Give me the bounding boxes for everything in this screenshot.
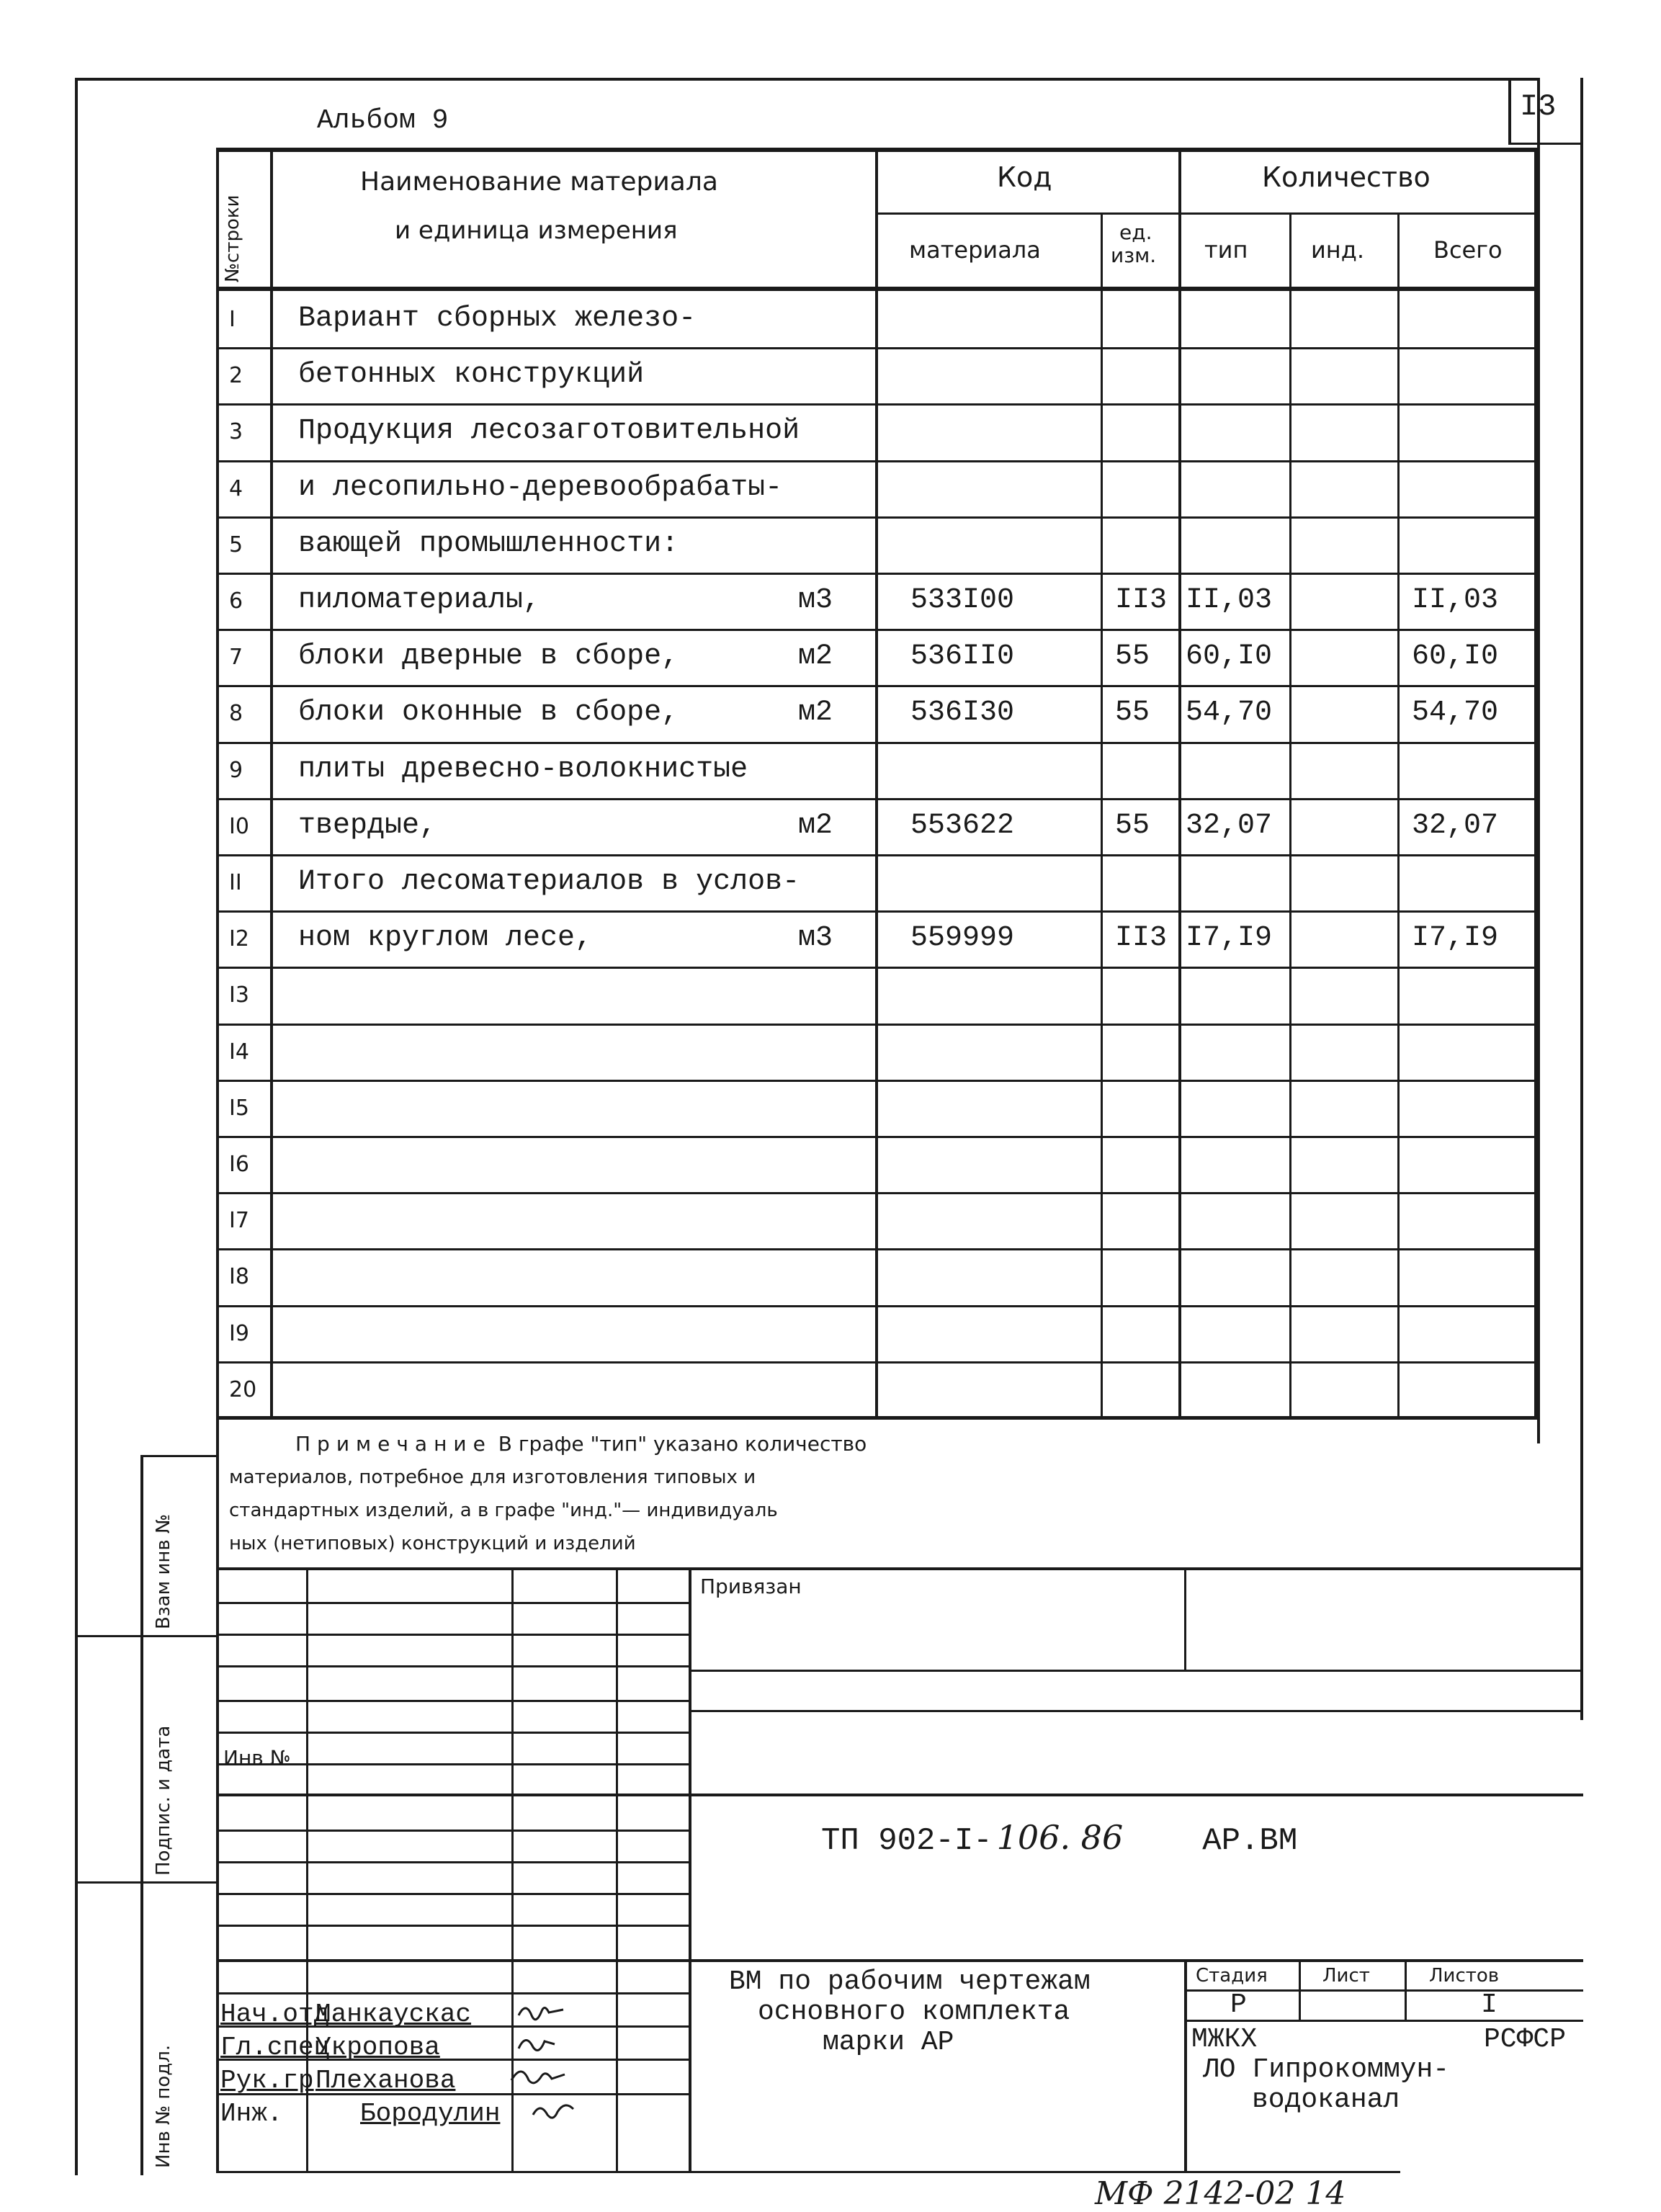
- staff-role-2: Гл.спец: [220, 2033, 330, 2062]
- staff-role-4: Инж.: [220, 2099, 283, 2128]
- qty-type: 32,07: [1186, 810, 1273, 842]
- row-number: I7: [229, 1208, 249, 1233]
- qty-total: II,03: [1412, 584, 1499, 617]
- name-header-line1: Наименование материала: [360, 167, 718, 197]
- ind-header: инд.: [1311, 236, 1365, 264]
- material-name: и лесопильно-деревообрабаты-: [298, 472, 783, 504]
- note-label: Примечание: [295, 1432, 492, 1456]
- row-number: 3: [229, 419, 243, 444]
- note-line4: ных (нетиповых) конструкций и изделий: [229, 1533, 636, 1554]
- unit: м3: [798, 584, 833, 617]
- stage-value: Р: [1230, 1989, 1247, 2020]
- designation-handwritten: 106. 86: [996, 1818, 1124, 1857]
- row-number: I2: [229, 926, 249, 951]
- qty-type: I7,I9: [1186, 922, 1273, 954]
- staff-role-3: Рук.гр: [220, 2066, 314, 2095]
- inv-podl-label: Инв № подл.: [153, 2044, 174, 2168]
- album-label: Альбом 9: [317, 105, 449, 136]
- unit: м2: [798, 640, 833, 673]
- material-code: 553622: [910, 810, 1015, 842]
- material-name: блоки оконные в сборе,: [298, 697, 679, 729]
- material-code: 536I30: [910, 697, 1015, 729]
- code-header: Код: [997, 161, 1052, 193]
- qty-type: 54,70: [1186, 697, 1273, 729]
- name-header-line2: и единица измерения: [395, 216, 678, 245]
- designation-suffix: АР.ВМ: [1202, 1823, 1298, 1859]
- org-line1-left: МЖКХ: [1191, 2024, 1258, 2055]
- qty-total: 32,07: [1412, 810, 1499, 842]
- row-number: 4: [229, 476, 243, 501]
- title-line1: ВМ по рабочим чертежам: [729, 1966, 1091, 1997]
- staff-name-3: Плеханова: [315, 2066, 456, 2095]
- unit-code: 55: [1115, 810, 1150, 842]
- quantity-header: Количество: [1262, 161, 1431, 193]
- row-number: I: [229, 307, 236, 332]
- row-number: 9: [229, 758, 243, 783]
- unit: м3: [798, 922, 833, 954]
- stage-label: Стадия: [1196, 1965, 1268, 1987]
- row-number: 2: [229, 363, 243, 388]
- row-number: I8: [229, 1264, 249, 1289]
- unit: м2: [798, 697, 833, 729]
- archive-number: МФ 2142-02 14: [1095, 2175, 1346, 2212]
- material-name: твердые,: [298, 810, 437, 842]
- row-number: I6: [229, 1152, 249, 1177]
- privyazan-label: Привязан: [700, 1575, 802, 1598]
- org-line1-right: РСФСР: [1484, 2024, 1567, 2055]
- row-number: 7: [229, 645, 243, 670]
- unit: м2: [798, 810, 833, 842]
- org-line3: водоканал: [1252, 2085, 1400, 2115]
- material-name: Итого лесоматериалов в услов-: [298, 866, 800, 898]
- staff-name-2: Укропова: [315, 2033, 440, 2062]
- staff-role-1: Нач.отд: [220, 2000, 330, 2029]
- document-designation: [821, 1818, 1297, 1859]
- unit-code-header-line1: ед.: [1119, 220, 1152, 244]
- material-name: Вариант сборных железо-: [298, 303, 697, 335]
- qty-type: II,03: [1186, 584, 1273, 617]
- inv-no-label: Инв №: [223, 1746, 291, 1770]
- qty-total: 54,70: [1412, 697, 1499, 729]
- unit-code: II3: [1115, 584, 1168, 617]
- row-number: 6: [229, 588, 243, 614]
- unit-code: 55: [1115, 640, 1150, 673]
- org-line2: ЛО Гипрокоммун-: [1203, 2054, 1450, 2085]
- note-line2: материалов, потребное для изготовления типовых и: [229, 1467, 756, 1488]
- note-line1: В графе "тип" указано количество: [498, 1432, 867, 1456]
- row-number: II: [229, 870, 242, 895]
- qty-type: 60,I0: [1186, 640, 1273, 673]
- qty-total: I7,I9: [1412, 922, 1499, 954]
- sheet-label: Лист: [1322, 1965, 1370, 1987]
- row-number: I0: [229, 814, 249, 839]
- material-name: плиты древесно-волокнистые: [298, 753, 748, 786]
- designation-prefix: ТП 902-I-: [821, 1823, 993, 1859]
- unit-code: 55: [1115, 697, 1150, 729]
- material-code: 536II0: [910, 640, 1015, 673]
- sheets-label: Листов: [1429, 1965, 1500, 1987]
- row-number: I9: [229, 1321, 249, 1346]
- row-number: I4: [229, 1039, 249, 1065]
- unit-code: II3: [1115, 922, 1168, 954]
- material-name: блоки дверные в сборе,: [298, 640, 679, 673]
- title-line2: основного комплекта: [758, 1997, 1070, 2028]
- signatures: [504, 1995, 691, 2139]
- material-name: вающей промышленности:: [298, 528, 679, 560]
- row-number: I5: [229, 1096, 249, 1121]
- row-number: 20: [229, 1377, 257, 1402]
- row-number: 8: [229, 701, 243, 726]
- sheets-value: I: [1481, 1989, 1497, 2020]
- row-number: 5: [229, 532, 243, 558]
- staff-name-1: Манкаускас: [315, 2000, 472, 2029]
- material-code: 533I00: [910, 584, 1015, 617]
- qty-total: 60,I0: [1412, 640, 1499, 673]
- material-name: бетонных конструкций: [298, 359, 645, 391]
- note-line3: стандартных изделий, а в графе "инд."— индивидуаль: [229, 1500, 778, 1521]
- total-header: Всего: [1433, 236, 1503, 264]
- material-code: 559999: [910, 922, 1015, 954]
- staff-name-4: Бородулин: [360, 2099, 501, 2128]
- row-number-header: №строки: [222, 194, 243, 282]
- material-code-header: материала: [909, 236, 1041, 264]
- row-number: I3: [229, 982, 249, 1008]
- material-name: пиломатериалы,: [298, 584, 541, 617]
- podpis-data-label: Подпис. и дата: [153, 1725, 174, 1876]
- unit-code-header-line2: изм.: [1111, 243, 1157, 267]
- type-header: тип: [1204, 236, 1248, 264]
- vzam-inv-label: Взам инв №: [153, 1514, 174, 1629]
- page-number: I3: [1520, 89, 1557, 124]
- material-name: ном круглом лесе,: [298, 922, 593, 954]
- title-line3: марки АР: [823, 2027, 954, 2058]
- material-name: Продукция лесозаготовительной: [298, 415, 800, 447]
